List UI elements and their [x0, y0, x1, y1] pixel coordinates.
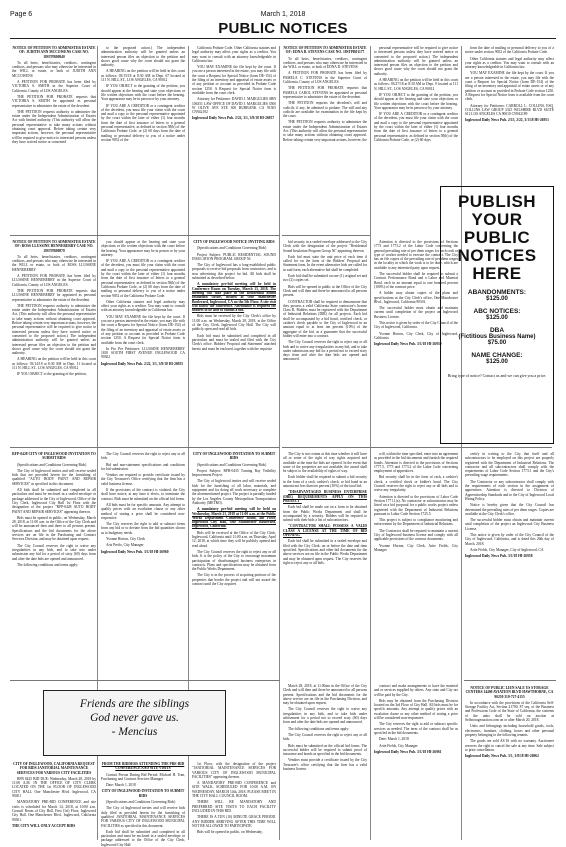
notice-paragraph: 1st Floor, with the designation of the project "JANITORIAL MAINTENANCE SERVICES FOR VARIOUS CITY OF INGLEWOOD MUNICIPAL FACILITIES" appearing thereon.	[192, 762, 276, 779]
section-divider	[10, 680, 280, 681]
ad-fine-print: Bring type of notice? Contact us and we can give you a price.	[447, 373, 547, 378]
publication-line: Inglewood Daily News Pub. 2/22, 3/1, 3/8/18 HI-26955	[101, 361, 184, 366]
legal-notice-henneberry	[12, 240, 96, 444]
notice-paragraph: THE CITY WILL ONLY ACCEPT BIDS	[12, 823, 76, 828]
notice-paragraph: MANDATORY PRE-BID CONFERENCE and site visits is scheduled for March 14, 2018, at 10:00 a.m. Council Room of City Hall, First (1st) Floor, Inglewood City Hall, One Manchester Blvd., Inglewood, California 90301.	[12, 800, 96, 822]
notice-paragraph: THE PETITION requests the decedent's will and codicils, if any, be admitted to probate. The will and any codicils are available for examination in the file kept by the court.	[283, 101, 367, 119]
legal-notice-stevens	[283, 46, 367, 232]
notice-paragraph: Bids must be opened in public, on Wednesday, March 28, 2018, at 11:00 a.m. in the Office of the City Clerk and will be announced then and there to all persons present. Specifications and the bid documents for the above services are on file in the Purchasing and Contract Services Division, and may be obtained upon request.	[12, 515, 96, 542]
notice-paragraph: A PETITION FOR PROBATE has been filed by LLUSSINE HENNEBERRY in the Superior Court of California, County of LOS ANGELES.	[12, 274, 96, 287]
notice-paragraph: Bids will be opened in public at the Office of the City Clerk and will then and there be announced to all persons present.	[283, 284, 367, 298]
notice-paragraph: Artie Fields, City Manager	[379, 743, 418, 748]
legal-notice-janitorial-cont3	[283, 684, 367, 842]
notice-paragraph: This project is subject to compliance monitoring and enforcement by the Department of Industrial Relations.	[374, 518, 458, 527]
publication-line: Inglewood Daily News Pub. 3/1/18 HI-26958	[465, 554, 533, 559]
notice-paragraph: California Probate Code. Other California statutes and legal authority may affect your rights as a creditor. You may want to consult with an attorney knowledgeable in California law.	[192, 46, 276, 63]
notice-paragraph: In Pro Per Petitioner: LLUSSINE HENNEBERRY 1810 SOUTH FIRST AVENUE INGLEWOOD CA 90302	[101, 346, 185, 360]
notice-paragraph: Project Subject: PUBLIC RESIDENTIAL SOUND INSULATION PROGRAM, GROUP 56	[192, 252, 276, 261]
notice-title: CITY OF INGLEWOOD NOTICE INVITING BIDS	[193, 240, 275, 244]
notice-paragraph: The Contractor or any subcontractor shall comply with the requirements of each section in the assignment of apprentices. Attention is directed to Division of Apprenticeship Standards and to the City of Inglewood Local Hiring Policy.	[465, 479, 554, 501]
notice-paragraph: Bids will be opened in public, on Wednesday,	[197, 830, 263, 835]
notice-paragraph: If the provisions of the contract is violated, the City shall have notice, at any time it elects, to terminate the contract. Bids must be submitted on the official bid forms.	[101, 488, 185, 501]
publication-line: Inglewood Daily News Pub. 3/1, 3/8/18 HI-26962	[465, 754, 539, 759]
ad-headline: NOTICES	[457, 246, 537, 265]
notice-paragraph: This notice is given by order of the City Council of the City of Inglewood, California.	[374, 321, 458, 330]
notice-paragraph: The City Council reserves the right to waive any irregularities in any bids, and to take into under submission any bid for a period of sixty (60) days from and after the date bids are opened and announced.	[12, 543, 96, 561]
notice-paragraph: A bidder may obtain copies of the plans and specifications at the City Clerk's office, One Manchester Blvd., Inglewood, California 90301.	[374, 291, 458, 304]
notice-paragraph: Bids must be received by the City Clerk's office by 11:00 a.m. on Wednesday, March 28, 2018, at the Office of the City Clerk, Inglewood City Hall. The City will publicly open and read all bids.	[192, 314, 276, 332]
notice-paragraph: personal representative will be required to give notice to interested persons unless they have waived notice or consented to the proposed action.) The independent administration authority will be granted unless an interested person files an objection to the petition and shows good cause why the court should not grant the authority.	[374, 46, 458, 76]
notice-paragraph: The successful bidder shall be required to submit a Contract Performance Bond and a Labor and Material Bond, each in an amount equal to one hundred percent (100%) of the contract price.	[374, 272, 458, 289]
column-divider	[370, 46, 371, 840]
notice-paragraph: Contact Person During Bid Period: Michael H. Tran, Purchasing and Contract Services Manager	[101, 772, 185, 781]
notice-paragraph: The City Council reserves the right to reject any or all bids and to waive any irregularities in any bid, and to take under submission any bid for a period not to exceed sixty days from and after the date bids are opened and announced.	[283, 340, 367, 362]
legal-notice-mccowens-end	[192, 46, 276, 232]
notice-paragraph: Notice is hereby given that the City Council has determined the prevailing rates of per diem wages. Copies are available at the City Clerk's office.	[465, 503, 555, 516]
notice-paragraph: Bid and non-statement specifications and conditions for bid submission.	[101, 462, 185, 471]
notice-paragraph: March 28, 2018, at 11:00am in the Office of the City Clerk and will then and there be announced to all persons present. Specifications and the bid documents for the above service are on file in the Purchasing Division, and may be obtained upon request.	[283, 684, 367, 706]
notice-paragraph: THE PETITION requests authority to administer the estate under the Independent Administration of Estates Act. (This authority will allow the personal representative to take many actions without obtaining court approval. Before taking certain very important actions, however, the	[283, 120, 367, 142]
notice-paragraph: Project Subject: RFB-0435 Turning Bay Visibility Improvement Project	[192, 468, 276, 478]
notice-paragraph: Attention is directed to the provisions of Labor Code Section 1771.1(a). No contractor or subcontractor may be listed on a bid proposal for a public works project unless registered with the Department of Industrial Relations pursuant to Labor Code Section 1725.5.	[374, 494, 458, 516]
legal-notice-janitorial-rfb	[12, 762, 96, 842]
notice-paragraph: Date: March 1, 2018	[106, 783, 136, 788]
column-divider	[279, 46, 280, 840]
section-divider	[10, 235, 280, 236]
notice-paragraph: All bids must be for specific amounts. Any attempt to qualify prices with an escalation clause or any other method of stating a price shall be considered non-responsive.	[101, 502, 185, 520]
notice-paragraph: A PETITION FOR PROBATE has been filed by PAMELA C. STEVENS in the Superior Court of California, County of LOS ANGELES.	[283, 71, 367, 85]
notice-paragraph: The City of Inglewood invites and will receive sealed bids that are provided herein for the furnishing of qualified "AUTO BODY PAINT AND REPAIR SERVICES" as specified in this document.	[12, 468, 96, 486]
notice-paragraph: Other California statutes and legal authority may affect your rights as a creditor. You may want to consult with an attorney knowledgeable in California law.	[465, 56, 554, 70]
section-divider	[464, 680, 556, 681]
notice-paragraph: To all heirs, beneficiaries, creditors, contingent creditors, and persons who may otherwise be interested in the WILL or estate, or both of EDNA D. STEVENS	[283, 56, 367, 70]
notice-paragraph: Each bid must be submitted and completed in all particulars and must be sealed and filed with the City Clerk's office. Bidders' Proposal and Statement' attached hereto and must be enclosed, together with the requisite	[192, 333, 276, 351]
price-label: DBA	[489, 327, 505, 334]
notice-paragraph: Yvonne Horton, City Clerk, Artie Fields, City Manager	[374, 543, 458, 552]
publication-line: Inglewood Daily News Pub. 3/1/18 HI-26959	[374, 342, 442, 347]
notice-title: NOTICE OF PETITION TO ADMINISTER ESTATE OF: EDNA D. STEVENS CASE NO. 18STPB01177	[283, 46, 367, 55]
notice-paragraph: Arts Preifo, City Manager	[106, 543, 144, 548]
notice-paragraph: Yvonne Horton, City Clerk	[106, 537, 145, 542]
notice-title: CITY OF INGLEWOOD, CALIFORNIA REQUEST FOR BIDS JANITORIAL MAINTENANCE SERVICES FOR VARIOUS CITY FACILITIES	[13, 762, 95, 775]
price-amount: $125.00	[486, 359, 508, 365]
notice-title: RFP-0428 CITY OF INGLEWOOD INVITATION TO SUBMIT BIDS	[12, 452, 96, 461]
notice-paragraph: The City of Inglewood has a long-established public proposals to receive bid proposals from contractors, and is now advertising this project for bid. All bids shall be submitted as described below.	[192, 263, 276, 281]
quote-attribution: - Mencius	[111, 726, 158, 738]
notice-title: CITY OF INGLEWOOD INVITATION TO SUBMIT BIDS	[192, 452, 276, 461]
price-label: NAME CHANGE:	[471, 352, 523, 359]
notice-paragraph: Each bid must state the unit price of each item if called for on the form of the Bidders' Proposal and Statement form. In the event alternative bids are called for in said form, each alternative bid shall be completed.	[283, 254, 367, 272]
legal-notice-auto-body-bids	[12, 452, 96, 677]
notice-paragraph: IF YOU OBJECT to the granting of the petition,	[17, 372, 87, 377]
notice-title: CITY OF INGLEWOOD INVITATION TO SUBMIT BIDS	[101, 789, 185, 798]
notice-paragraph: certify in writing to the City that itself and all subcontractors to be employed on this project are properly registered with the Department of Industrial Relations. The contractor and all subcontractors shall comply with the requirements of Labor Code Section 1773.1 and the City's prevailing wage requirements.	[465, 452, 554, 478]
notice-paragraph: Each bid shall be submitted and completed in all particulars and must be enclosed in a sealed envelope or package addressed to the Office of the City Clerk, Inglewood City Hall	[101, 829, 185, 847]
notice-paragraph: contract and make arrangements to have the material and or services supplied by others. Any state and City tax will be paid by the City.	[374, 684, 458, 697]
legal-notice-sound-insulation-end	[374, 240, 458, 444]
legal-notice-mccowens	[12, 46, 96, 232]
price-amount: $125.00	[486, 296, 508, 302]
notice-paragraph: Each bid shall be submitted in a sealed envelope and filed with the City Clerk, on or before the date and time specified. Specifications and other bid documents for the above services are on file in the Public Works Department and may be obtained upon request. The City reserves the right to reject any or all bids.	[283, 539, 367, 565]
notice-paragraph: A HEARING on the petition will be held in this court as follows: 03/14/18 at 8:30 AM in Dept. 11 located at 111 N. HILL ST., LOS ANGELES, CA 90012	[12, 357, 96, 371]
notice-paragraph: In accordance with the provisions of the California Self-Storage Facility Act, Section 21700, 87 seq. of the Business and Professions Code of the State of California, the contents of the units shall be sold on auction at Selfstorageauction.com on or after March 20, 2018.	[465, 700, 554, 723]
notice-paragraph: YOU MAY EXAMINE the file kept by the court. If you are a person interested in the estate, you may file with the court a Request for Special Notice (form DE-154) of the filing of an inventory and appraisal of estate assets or of any petition or account as provided in Probate Code section 1250. A Request for Special Notice form is available from the court clerk.	[101, 314, 185, 345]
notice-paragraph: "DISADVANTAGED BUSINESS ENTERPRISE (DBE) REQUIREMENTS APPLY ON THIS PROJECT"	[283, 490, 367, 503]
legal-notice-lien-sale	[465, 686, 554, 842]
notice-paragraph: to the proposed action.) The independent administration authority will be granted unless an interested person files an objection to the petition and shows good cause why the court should not grant the authority.	[101, 46, 185, 68]
legal-notice-mccowens-cont	[101, 46, 185, 232]
price-label: ABANDONMENTS:	[467, 289, 527, 296]
notice-paragraph: A mandatory pre-bid meeting will be held in Conference Room on Tuesday, March 13, 2018. The meeting will take place in the Residential Sound Insulation Office, located at One Manchester Boulevard, Inglewood, CA on the 5th Floor. A site visit will follow the conference. Attendance is required for bidders to be able to submit a bid.	[192, 282, 276, 313]
notice-paragraph: IF YOU ARE A CREDITOR or a contingent creditor of the decedent, you must file your claim with the court and mail a copy to the personal representative appointed by the court within the later of either (1) four months from the date of first issuance of letters to a general personal representative, as defined in section 58(b) of the California Probate Code, or (2) 60 days from the date of mailing or personal delivery to you of a notice under section 9052 of the California Probate Code.	[101, 259, 185, 298]
notice-paragraph: "CONTRACTOR SHALL POSSESS A VALID CLASS A LICENSE AT THE TIME OF BID OPENING"	[283, 524, 367, 538]
notice-paragraph: CONTRACTOR shall be required to demonstrate that they possess a valid California State contractor's license Class B. Bidders must be registered with the Department of Industrial Relations (DIR) for all projects. Each bid shall be accompanied by a bid bond, certified check, or cashier's check payable to the City of Inglewood in an amount equal to at least ten percent (10%) of the aggregate of the bid, as a guarantee that the successful bidder will enter into a contract.	[283, 299, 367, 338]
publication-line: Inglewood Daily News Pub. 3/1/18 HI-26961	[374, 749, 442, 754]
notice-paragraph: Each bidder shall be required to submit a bid security in the form of a cash, cashier's check, or bid bond in an amount not less than ten percent (10%) of the total bid.	[283, 475, 367, 489]
notice-paragraph: Bids may be obtained from the Purchasing Division located on the 3rd Floor of City Hall. All bids must be for specific amounts. Any attempt to qualify prices with an escalation clause or any other method of stating a price will be considered non-responsive.	[374, 698, 458, 721]
legal-notice-turning-bay	[192, 452, 276, 677]
section-divider	[10, 447, 280, 448]
publication-line: Inglewood Daily News Pub. 2/22, 3/1, 3/8/18 HI-26957	[192, 116, 275, 121]
notice-paragraph: Other California statutes and legal authority may affect your rights as a creditor. You may want to consult with an attorney knowledgeable in California law.	[101, 299, 185, 313]
ad-headline: YOUR	[471, 210, 523, 229]
price-label: ABC NOTICES:	[473, 308, 521, 315]
notice-paragraph: A HEARING on the petition will be held in this court as follows: 03/27/18 at 8:30 AM in Dept. 9 located at 111 N. HILL ST., LOS ANGELES, CA 90012	[374, 78, 458, 91]
notice-paragraph: The City is in the process of acquiring portions of the properties that border the project and will not award the contract until the City acquires	[192, 573, 276, 587]
legal-notice-janitorial-end	[374, 684, 458, 842]
notice-paragraph: Artie Fields, City Manager, City of Inglewood, CA	[470, 547, 544, 552]
notice-paragraph: The City Council reserves the right to waive any irregularities in any bids, and to take bids under advisement for a period not to exceed sixty (60) days from and after the date bids are opened and announced.	[283, 707, 367, 725]
notice-paragraph: A MANDATORY PRE-BID CONFERENCE and SITE WALK, SCHEDULED FOR 10:00 A.M. ON WEDNESDAY, MARCH 14th, 2018. PLEASE MEET IN THE CITY HALL COUNCIL ROOM.	[192, 781, 276, 799]
notice-paragraph: from the date of mailing or personal delivery to you of a notice under section 9052 of the California Probate Code.	[465, 46, 554, 55]
notice-paragraph: THE PETITION requests authority to administer the estate under the Independent Administration of Estates Act with limited authority. (This authority will allow the personal representative to take many actions without obtaining court approval. Before taking certain very important actions, however, the personal representative will be required to give notice to interested persons unless they have waived notice or consented	[12, 109, 96, 144]
notice-paragraph: The City Council reserves the right to reject any or all bids.	[101, 452, 185, 461]
publication-line: Inglewood Daily News Pub. 3/1/18 HI-26960	[101, 549, 169, 554]
notice-paragraph: (Specifications and Conditions Governing Bids)	[197, 246, 267, 251]
notice-paragraph: THE PETITION requests authority to administer the estate under the Independent Administration of Estates Act. (This authority will allow the personal representative to take many actions without obtaining court approval. Before taking certain very important actions, however, the personal representative will be required to give notice to interested persons unless they have waived notice or consented to the proposed action.) The independent administration authority will be granted unless an interested person files an objection to the petition and shows good cause why the court should not grant the authority.	[12, 303, 96, 356]
notice-paragraph: A PETITION FOR PROBATE has been filed by VICTORIA S. SMITH in the Superior Court of California, County of LOS ANGELES.	[12, 80, 96, 93]
notice-paragraph: bid security in a sealed envelope addressed to the City Clerk with the designation of the project "Residential Sound Insulation Program Group 56" appearing thereon.	[283, 240, 367, 253]
legal-notice-henneberry-cont	[101, 240, 185, 444]
notice-paragraph: IF YOU ARE A CREDITOR or a contingent creditor of the decedent, you must file your claim with the court and mail a copy to the personal representative appointed by the court within the later of either (1) four months from the date of first issuance of letters to a general personal representative, as defined in section 58(b) of the California Probate Code, or (2) 60 days from the date of mailing or personal delivery to you of a notice under section 9052 of the	[101, 103, 185, 142]
notice-paragraph: This notice is given by order of the City Council of the City of Inglewood, California, and is dated this 26th day of March, 2018.	[465, 533, 554, 546]
notice-paragraph: Each bid shall be submitted on one (1) original set and two (2) copies set.	[283, 274, 367, 283]
notice-paragraph: will, within the time specified, enter into an agreement as provided in the bid documents and furnish the required bonds. Attention is directed to the provisions of Sections 1777.5, 1773 and 1773.2 of the Labor Code concerning employment of apprentices.	[374, 452, 458, 474]
notice-paragraph: you should appear at the hearing and state your objections or file written objections with the court before the hearing. Your appearance may be in person or by your attorney.	[101, 240, 185, 257]
notice-title: NOTICE OF PETITION TO ADMINISTER ESTATE OF: ROSS LLUSSINE HENNEBERRY CASE NO. 18STPB00878	[12, 240, 96, 253]
ad-headline: PUBLIC	[463, 228, 531, 247]
legal-notice-janitorial-cont2	[192, 762, 276, 842]
notice-title: FROM THE BIDDERS ATTENDING THE PRE-BID CONFERENCE AND SITE VISITS	[101, 762, 185, 771]
legal-notice-turning-bay-end	[465, 452, 554, 677]
notice-paragraph: A HEARING on the petition will be held in this court as follows: 03/15/18 at 8:30 AM in Dept. 67 located at 111 N. HILL ST., LOS ANGELES, CA 90012	[101, 69, 185, 83]
legal-notice-turning-bay-cont2	[374, 452, 458, 677]
notice-paragraph: To all heirs, beneficiaries, creditors, contingent creditors, and persons who may otherwise be interested in the WILL or estate, or both of JUDITH ANN MCCOWENS	[12, 60, 96, 78]
legal-notice-stevens-end	[465, 46, 554, 180]
notice-paragraph: IF YOU ARE A CREDITOR or a contingent creditor of the decedent, you must file your claim with the court and mail a copy to the personal representative appointed by the court within the later of either (1) four months from the date of first issuance of letters to a general personal representative, as defined in section 58(b) of the California Probate Code, or (2) 60 days	[374, 112, 458, 142]
quote-line: Friends are the siblings	[79, 698, 190, 710]
notice-paragraph: THERE WILL BE MANDATORY AND PREFERRED SITE VISITS TO EACH FACILITY INCLUDED IN THIS BID.	[192, 800, 276, 813]
notice-paragraph: Units and belongings including household goods, tools, electronics, furniture, clothing, boxes and other personal property belonging to the following tenants.	[465, 724, 554, 737]
notice-paragraph: The following conditions and terms apply:	[288, 726, 350, 731]
notice-paragraph: Vendors are required to provide certificate issued by the City Treasurer's Office certifying that the firm has a valid business license.	[101, 473, 185, 486]
legal-notice-auto-body-cont	[101, 452, 185, 677]
notice-paragraph: Attorney for Petitioner: CARROLL L. COLLINS, ESQ. COLLINS LAW GROUP 3325 WILSHIRE BLVD SUITE 612 LOS ANGELES CA 90010 CN942189	[465, 103, 554, 117]
notice-paragraph: IF YOU OBJECT to the granting of the petition, you should appear at the hearing and state your objections or file written objections with the court before the hearing. Your appearance may be in person or by your attorney.	[101, 84, 185, 102]
notice-paragraph: A mandatory pre-bid meeting will be held on Wednesday, March 21, 2018 at 11:00 a.m. at the Public Works Department Conference Room, 4th Floor, Inglewood City Hall, One Manchester Boulevard, Inglewood, California.	[192, 507, 276, 529]
notice-paragraph: The goods are sold AS IS with no warranty. Auctioneer reserves the right to cancel the sale at any time. Sale subject to prior cancellation.	[465, 739, 554, 752]
notice-paragraph: All bids shall be submitted and completed in all particulars and must be enclosed in a sealed envelope or package addressed to the City of Inglewood, Office of the City Clerk, Inglewood City Hall 1st Floor with the designation of the project "RFP-0428 AUTO BODY PAINT AND REPAIR SERVICES" appearing thereon.	[12, 488, 96, 514]
notice-paragraph: The City reserves the right to add or subtract items from any bid or to deviate from the bid quantities shown as to budgetary needs.	[101, 522, 185, 535]
notice-title: NOTICE OF PUBLIC LIEN SALE US STORAGE CENTERS 14400 AVIATION BLVD HAWTHORNE, CA 90250 310-727-4155	[465, 686, 554, 699]
notice-paragraph: The City is not certain at this time whether it will have all or some of the right of way rights acquired and available at the time the bids are opened. In the event that some of the properties are not available, the award shall be subject to the availability of rights of way.	[283, 452, 367, 474]
notice-paragraph: Attorney for Petitioner: DAVID J. MARGULIES SBN 106351 LAW OFFICE OF DAVID J. MARGULIES 3500 W OLIVE AVE STE 300 BURBANK CA 91505 CN942192	[192, 97, 276, 115]
notice-title: NOTICE OF PETITION TO ADMINISTER ESTATE OF: JUDITH ANN MCCOWENS CASE NO. 18STPB00940	[12, 46, 96, 59]
notice-paragraph: THERE IS A TEN (10) MINUTE GRACE PERIOD. ANY BIDDER ARRIVING AFTER THIS TIME WILL NOT BE ALLOWED TO PARTICIPATE.	[192, 815, 276, 828]
notice-paragraph: RFB 0425 BID DUE: Wednesday, March 28, 2018 by 11:00 A.M. IN THE OFFICE OF CITY CLERK LOCATED ON THE 1st FLOOR OF INGLEWOOD CITY HALL One Manchester Blvd. Inglewood, CA 90301	[12, 776, 96, 799]
price-amount: $75.00	[487, 340, 507, 346]
notice-paragraph: The following conditions and terms apply:	[17, 562, 79, 567]
notice-paragraph: The Contractor shall be required to maintain a current City of Inglewood business license and comply with all applicable provisions of the contract documents.	[374, 528, 458, 542]
page-number: Page 6	[10, 11, 33, 18]
ad-headline: PUBLISH	[457, 192, 537, 211]
issue-date: March 1, 2018	[260, 11, 306, 18]
quote-line: God never gave us.	[90, 712, 179, 724]
notice-paragraph: Date: March 1, 2018	[379, 737, 409, 742]
notice-paragraph: Attention is directed to the provisions of Sections 1773 and 1773.2 of the Labor Code concerning the general prevailing rate of per diem wages for each craft or type of worker needed to execute the contract. The City has on file copies of the prevailing rate of per diem wages in the locality in which the work is to be done, which are available to any interested party upon request.	[374, 240, 458, 270]
notice-paragraph: IF YOU OBJECT to the granting of the petition, you should appear at the hearing and state your objections or file written objections with the court before the hearing. Your appearance may be in person or by your attorney.	[374, 92, 458, 110]
notice-paragraph: YOU MAY EXAMINE the file kept by the court. If you are a person interested in the estate, you may file with the court a Request for Special Notice (form DE-154) of the filing of an inventory and appraisal of estate assets or of any petition or account as provided in Probate Code section 1250. A Request for Special Notice form is available from the court clerk.	[465, 71, 554, 102]
notice-paragraph: To all heirs, beneficiaries, creditors, contingent creditors, and persons who may otherwise be interested in the WILL or estate, or both of ROSS LLUSSINE HENNEBERRY	[12, 254, 96, 272]
legal-notice-sound-insulation	[192, 240, 276, 444]
notice-paragraph: The successful bidder must obtain and maintain current until completion of the project an Inglewood Business License.	[374, 306, 458, 319]
section-title: PUBLIC NOTICES	[218, 20, 348, 37]
notice-paragraph: Yvonne Horton, City Clerk, City of Inglewood, California	[374, 331, 458, 340]
notice-paragraph: The City Council reserves the right to reject any or all bids.	[283, 732, 367, 742]
price-amount: $125.00	[486, 315, 508, 321]
legal-notice-janitorial-cont	[101, 762, 185, 847]
notice-paragraph: THE PETITION FOR PROBATE requests that LLUSSINE HENNEBERRY be appointed as personal representative to administer the estate of the decedent.	[12, 288, 96, 302]
notice-paragraph: (Specifications and Conditions Governing Bids)	[106, 800, 176, 805]
notice-paragraph: Vendors must provide a certificate issued by the City Treasurer's office certifying that the firm has a valid business license.	[283, 758, 367, 772]
notice-paragraph: The City of Inglewood invites and will receive sealed bids for the furnishing of all labor, materials, and equipment and for doing all work necessary to complete the aforementioned project. The project is partially funded by the Los Angeles County Metropolitan Transportation Authority (METRO).	[192, 479, 276, 505]
notice-paragraph: (Specifications and Conditions Governing Bids)	[197, 462, 267, 467]
header-rule	[10, 38, 556, 39]
quote-box	[43, 690, 226, 756]
section-divider	[282, 235, 370, 236]
notice-paragraph: The City reserves the right to add or subtract specific services as needed. The term of the contract shall be as specified in the bid documents.	[374, 722, 458, 735]
publication-line: Inglewood Daily News Pub. 2/15, 2/22, 3/1/18 HI-26951	[465, 118, 549, 123]
notice-paragraph: THE PETITION FOR PROBATE requests that PAMELA CAROL STEVENS be appointed as personal representative to administer the estate of the decedent.	[283, 86, 367, 99]
legal-notice-turning-bay-cont	[283, 452, 367, 677]
notice-paragraph: Bids will be received at the Office of the City Clerk, Inglewood, California until 11:00 a.m. on Thursday, April 12, 2018, at which time they will be publicly opened and read aloud.	[192, 530, 276, 548]
section-divider	[282, 447, 552, 448]
notice-paragraph: THE PETITION FOR PROBATE requests that VICTORIA S. SMITH be appointed as personal representative to administer the estate of the decedent.	[12, 94, 96, 108]
notice-paragraph: The successful bidder must obtain and maintain current until completion of the project an Inglewood City Business License.	[465, 518, 554, 531]
notice-paragraph: Bids must be submitted on the official bid forms. The successful bidder will be required to submit proof of insurance and bonds as specified in the bid documents.	[283, 743, 367, 757]
notice-paragraph: The City of Inglewood invites and will receive bids duly filed as provided herein for the furnishing of qualified JANITORIAL MAINTENANCE SERVICES FOR VARIOUS CITY OF INGLEWOOD MUNICIPAL FACILITIES as specified in this document.	[101, 806, 185, 828]
notice-paragraph: (Specifications and Conditions Governing Bids)	[17, 462, 87, 467]
ad-headline: HERE	[472, 264, 522, 283]
legal-notice-sound-insulation-cont	[283, 240, 367, 444]
notice-paragraph: The City Council reserves the right to reject any or all bids. It is the policy of the City to encourage maximum participation of disadvantaged business enterprises in contracts. Plans and specifications may be obtained from the Public Works Department.	[192, 549, 276, 572]
notice-paragraph: Each bid shall be made out on a form to be obtained from the Public Works Department and shall be accompanied by a security. Bidders will be required to submit with their bids a list of subcontractors.	[283, 505, 367, 523]
price-label-sub: (Fictitious Business Name)	[458, 334, 536, 340]
notice-paragraph: YOU MAY EXAMINE the file kept by the court. If you are a person interested in the estate, you may file with the court a Request for Special Notice (form DE-154) of the filing of an inventory and appraisal of estate assets or of any petition or account as provided in Probate Code section 1250. A Request for Special Notice form is available from the court clerk.	[192, 65, 276, 95]
notice-paragraph: Bid security shall be in the form of cash, a cashier's check, a certified check or bidder's bond. The City Council reserves the right to reject any or all bids and to waive any irregularity.	[374, 475, 458, 493]
